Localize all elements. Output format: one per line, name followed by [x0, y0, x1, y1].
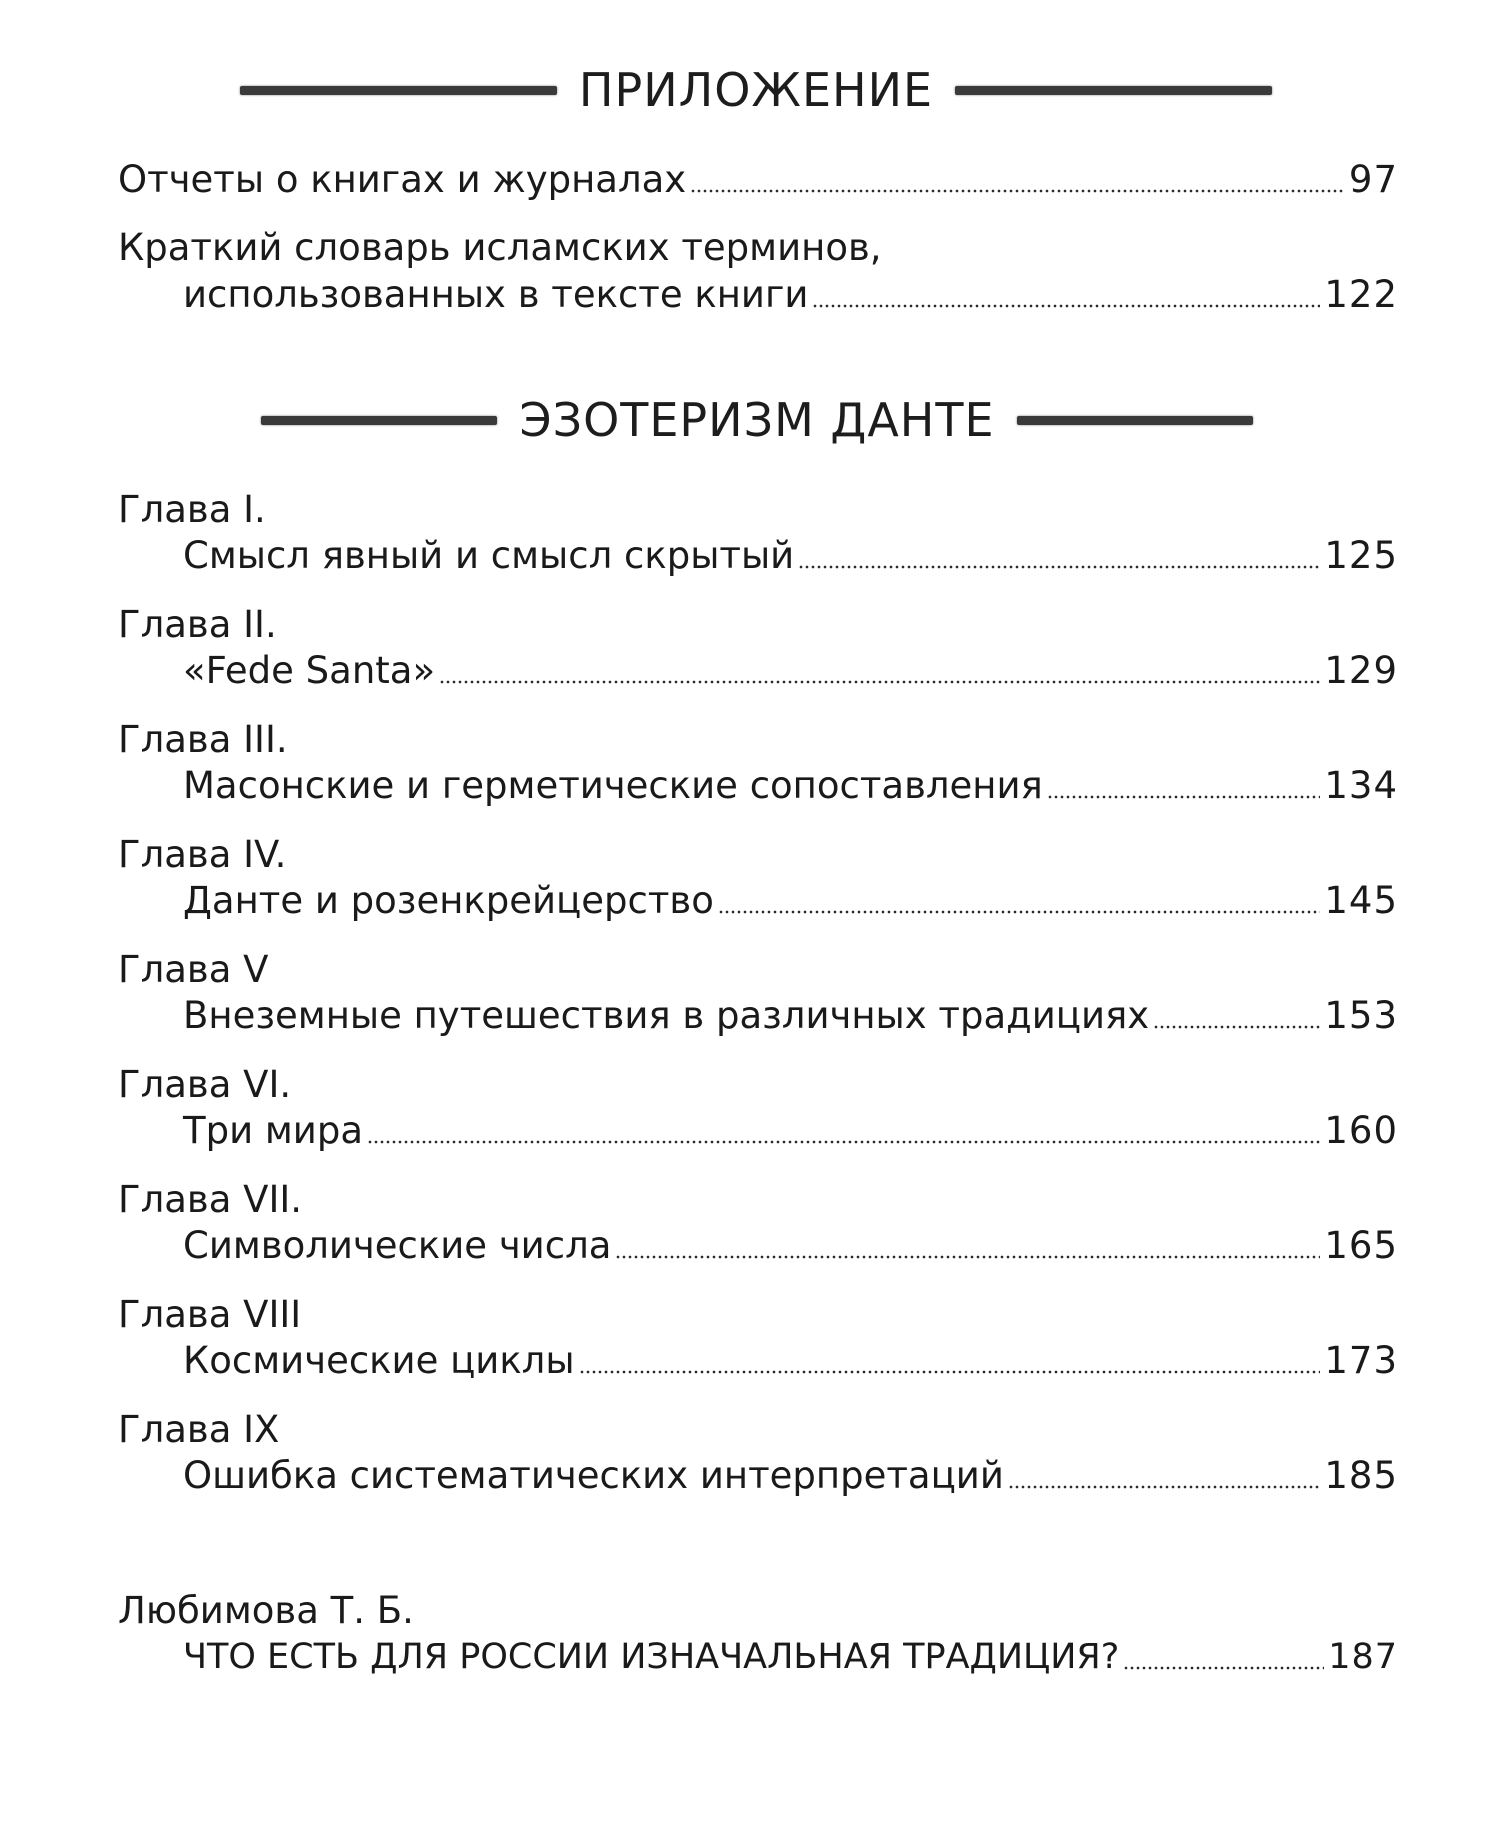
chapter-number-label: Глава I. — [118, 488, 266, 531]
dante-heading — [260, 388, 1254, 452]
toc-entry-page: 122 — [1324, 273, 1398, 316]
chapter-number — [118, 1292, 1398, 1338]
chapter-number — [118, 602, 1398, 648]
author-name: Любимова Т. Б. — [118, 1589, 414, 1632]
toc-entry-glossary-line1[interactable] — [118, 225, 1398, 271]
toc-entry-page: 125 — [1324, 534, 1398, 577]
toc-entry-title: Космические циклы — [183, 1339, 575, 1382]
heading-rule-left — [240, 86, 557, 95]
toc-entry-chapter-8[interactable] — [183, 1338, 1398, 1384]
toc-entry-title: Смысл явный и смысл скрытый — [183, 534, 795, 577]
chapter-number-label: Глава II. — [118, 603, 277, 646]
toc-entry-page: 134 — [1324, 764, 1398, 807]
chapter-number-label: Глава V — [118, 948, 269, 991]
chapter-number-label: Глава III. — [118, 718, 288, 761]
toc-entry-title: ЧТО ЕСТЬ ДЛЯ РОССИИ ИЗНАЧАЛЬНАЯ ТРАДИЦИЯ? — [183, 1637, 1120, 1677]
toc-entry-title: Данте и розенкрейцерство — [183, 879, 714, 922]
toc-entry-page: 160 — [1324, 1109, 1398, 1152]
dot-leader — [1008, 1485, 1321, 1489]
toc-entry-page: 173 — [1324, 1339, 1398, 1382]
toc-entry-title: Краткий словарь исламских терминов, — [118, 226, 882, 269]
toc-entry-page: 187 — [1328, 1637, 1398, 1677]
toc-entry-title: Отчеты о книгах и журналах — [118, 158, 687, 201]
toc-entry-chapter-5[interactable] — [183, 993, 1398, 1039]
heading-rule-right — [1017, 416, 1253, 425]
dot-leader — [798, 565, 1320, 569]
chapter-number — [118, 1177, 1398, 1223]
toc-entry-page: 145 — [1324, 879, 1398, 922]
heading-rule-left — [261, 416, 497, 425]
dot-leader — [615, 1255, 1320, 1259]
chapter-number-label: Глава VIII — [118, 1293, 302, 1336]
chapter-number — [118, 487, 1398, 533]
toc-entry-page: 129 — [1324, 649, 1398, 692]
toc-entry-title-continued: использованных в тексте книги — [183, 273, 809, 316]
toc-entry-title: Внеземные путешествия в различных традициях — [183, 994, 1150, 1037]
heading-rule-right — [955, 86, 1272, 95]
dot-leader — [690, 189, 1345, 193]
toc-entry-page: 97 — [1348, 158, 1398, 201]
afterword-author — [118, 1588, 1398, 1634]
dot-leader — [812, 304, 1320, 308]
dot-leader — [1047, 795, 1321, 799]
toc-entry-chapter-9[interactable] — [183, 1453, 1398, 1499]
toc-entry-chapter-1[interactable] — [183, 533, 1398, 579]
toc-entry-chapter-4[interactable] — [183, 878, 1398, 924]
dot-leader — [1153, 1025, 1320, 1029]
dot-leader — [1123, 1666, 1324, 1670]
toc-entry-glossary-line2[interactable] — [183, 272, 1398, 318]
dot-leader — [579, 1370, 1321, 1374]
chapter-number — [118, 1407, 1398, 1453]
toc-entry-chapter-7[interactable] — [183, 1223, 1398, 1269]
dot-leader — [439, 680, 1320, 684]
toc-entry-page: 165 — [1324, 1224, 1398, 1267]
toc-entry-page: 153 — [1324, 994, 1398, 1037]
toc-entry-afterword[interactable] — [183, 1634, 1398, 1680]
chapter-number-label: Глава VII. — [118, 1178, 303, 1221]
chapter-number — [118, 832, 1398, 878]
toc-entry-title: Масонские и герметические сопоставления — [183, 764, 1043, 807]
appendix-title: ПРИЛОЖЕНИЕ — [578, 63, 934, 117]
toc-entry-chapter-2[interactable] — [183, 648, 1398, 694]
toc-entry-reports[interactable] — [118, 157, 1398, 203]
chapter-number — [118, 1062, 1398, 1108]
toc-entry-page: 185 — [1324, 1454, 1398, 1497]
chapter-number-label: Глава IX — [118, 1408, 280, 1451]
dot-leader — [367, 1140, 1320, 1144]
dante-title: ЭЗОТЕРИЗМ ДАНТЕ — [519, 393, 995, 447]
chapter-number — [118, 717, 1398, 763]
toc-entry-title: Ошибка систематических интерпретаций — [183, 1454, 1004, 1497]
chapter-number — [118, 947, 1398, 993]
toc-entry-chapter-3[interactable] — [183, 763, 1398, 809]
chapter-number-label: Глава VI. — [118, 1063, 292, 1106]
toc-entry-title: «Fede Santa» — [183, 649, 436, 692]
chapter-number-label: Глава IV. — [118, 833, 287, 876]
toc-entry-title: Три мира — [183, 1109, 364, 1152]
toc-entry-chapter-6[interactable] — [183, 1108, 1398, 1154]
appendix-heading — [240, 58, 1272, 122]
dot-leader — [718, 910, 1321, 914]
toc-entry-title: Символические числа — [183, 1224, 612, 1267]
